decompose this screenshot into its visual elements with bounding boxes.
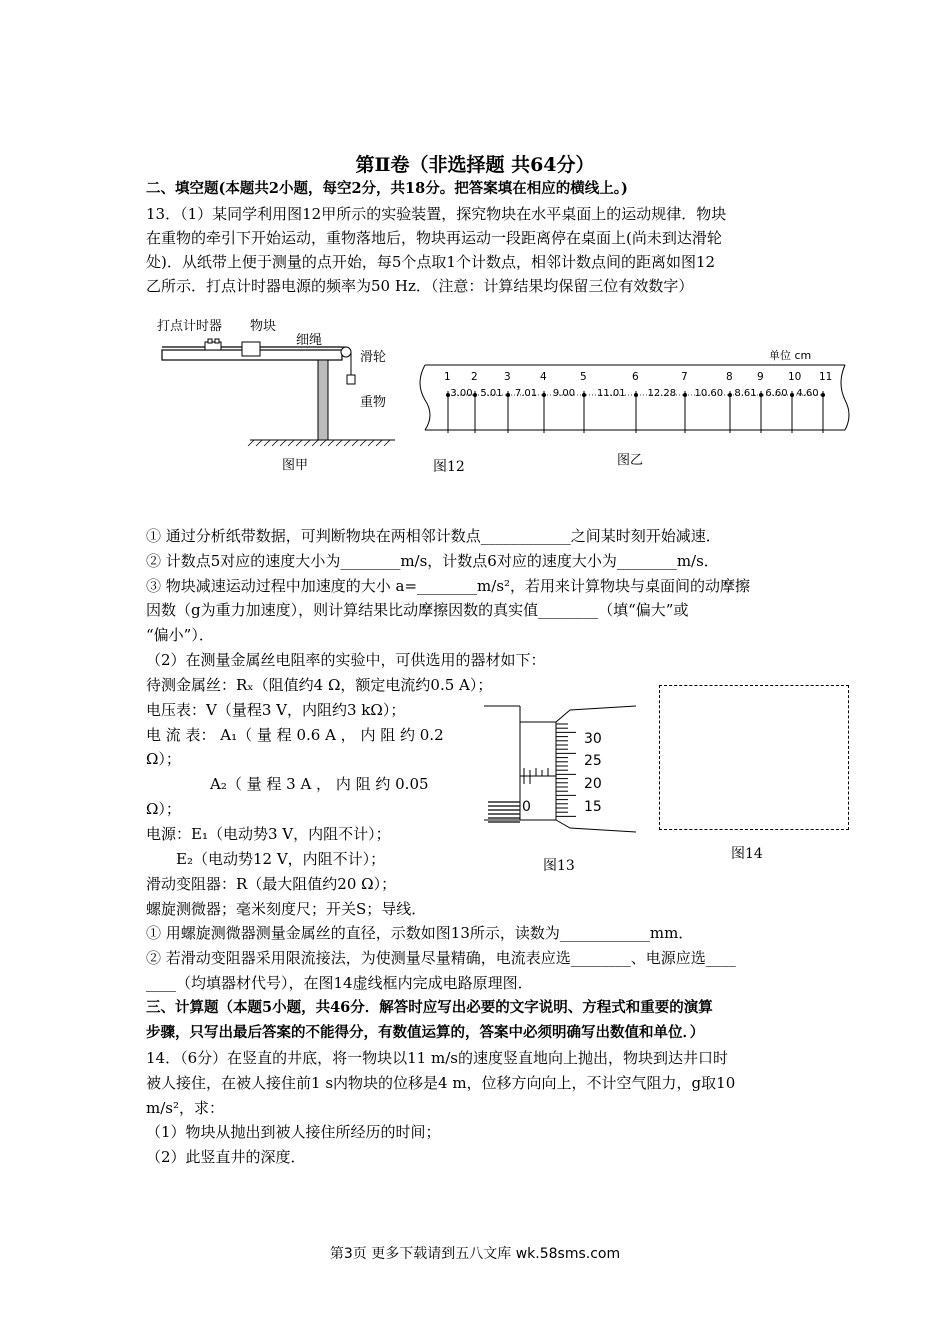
tape-distance-label: 8.61 bbox=[734, 388, 757, 399]
thimble-scale-label: 15 bbox=[584, 799, 602, 815]
q13-tail-2: ② 若滑动变阻器采用限流接法，为使测量尽量精确，电流表应选________、电源应选____ bbox=[146, 949, 736, 967]
part2-line: （2）在测量金属丝电阻率的实验中，可供选用的器材如下： bbox=[146, 651, 546, 669]
thimble-scale-label: 20 bbox=[584, 776, 602, 792]
part2-line: 电压表：V（量程3 V，内阻约3 kΩ）； bbox=[146, 701, 406, 719]
part2-line: 待测金属丝：Rₓ（阻值约4 Ω，额定电流约0.5 A）； bbox=[146, 676, 493, 694]
q13-item-2: ② 计数点5对应的速度大小为________m/s，计数点6对应的速度大小为________m/s． bbox=[146, 552, 719, 570]
tape-distance-label: 5.01 bbox=[480, 388, 503, 399]
tape-point-label: 7 bbox=[681, 371, 688, 383]
label-rope: 细绳 bbox=[296, 333, 323, 348]
q14-line: （2）此竖直井的深度． bbox=[146, 1148, 306, 1166]
unit-label: 单位 cm bbox=[769, 349, 812, 362]
q13-intro-line: 乙所示．打点计时器电源的频率为50 Hz．（注意：计算结果均保留三位有效数字） bbox=[146, 277, 694, 295]
tape-distance-label: 9.00 bbox=[552, 388, 576, 399]
tape-point-label: 11 bbox=[819, 371, 833, 383]
label-figure-jia: 图甲 bbox=[282, 458, 309, 473]
tape-point-label: 5 bbox=[580, 371, 587, 383]
q14-line: m/s²，求： bbox=[146, 1099, 224, 1117]
micrometer-drawing bbox=[484, 700, 644, 840]
figure-14-caption: 图14 bbox=[731, 846, 763, 862]
part2-line: E₂（电动势12 V，内阻不计）； bbox=[176, 850, 386, 868]
part2-line: 螺旋测微器；毫米刻度尺；开关S；导线． bbox=[146, 900, 427, 918]
label-timer: 打点计时器 bbox=[157, 319, 223, 334]
tape-point-label: 6 bbox=[632, 371, 639, 383]
figure-13-caption: 图13 bbox=[543, 858, 575, 874]
part2-line: Ω）； bbox=[146, 750, 181, 768]
tape-distance-label: 12.28 bbox=[647, 388, 677, 399]
part2-line: Ω）； bbox=[146, 800, 181, 818]
tape-distance-label: 6.60 bbox=[765, 388, 788, 399]
page-title: 第Ⅱ卷（非选择题 共64分） bbox=[355, 154, 595, 176]
section-2-heading: 二、填空题(本题共2小题，每空2分，共18分。把答案填在相应的横线上。) bbox=[146, 180, 628, 197]
label-figure-yi: 图乙 bbox=[617, 453, 644, 468]
q13-intro-line: 13．（1）某同学利用图12甲所示的实验装置，探究物块在水平桌面上的运动规律．物块 bbox=[146, 205, 727, 223]
thimble-scale-label: 25 bbox=[584, 753, 602, 769]
page-footer: 第3页 更多下载请到五八文库 wk.58sms.com bbox=[329, 1246, 621, 1262]
tape-point-label: 1 bbox=[444, 371, 451, 383]
tape-point-label: 9 bbox=[757, 371, 764, 383]
tape-distance-label: 10.60 bbox=[694, 388, 724, 399]
tape-point-label: 2 bbox=[471, 371, 478, 383]
q13-intro-line: 在重物的牵引下开始运动，重物落地后，物块再运动一段距离停在桌面上(尚未到达滑轮 bbox=[146, 229, 722, 247]
figure-12-caption: 图12 bbox=[433, 459, 465, 475]
tape-distance-label: 4.60 bbox=[796, 388, 819, 399]
label-block: 物块 bbox=[250, 319, 277, 334]
q13-tail-3: ____（均填器材代号），在图14虚线框内完成电路原理图． bbox=[146, 974, 533, 992]
tape-distance-label: 11.01 bbox=[597, 388, 626, 399]
q14-line: 被人接住，在被人接住前1 s内物块的位移是4 m，位移方向向上，不计空气阻力，g取10 bbox=[146, 1074, 736, 1092]
label-pulley: 滑轮 bbox=[360, 350, 387, 365]
part2-line: 滑动变阻器：R（最大阻值约20 Ω）； bbox=[146, 875, 397, 893]
tape-distance-label: 3.00 bbox=[450, 388, 473, 399]
q14-line: （1）物块从抛出到被人接住所经历的时间； bbox=[146, 1123, 441, 1141]
q13-item-3: ③ 物块减速运动过程中加速度的大小 a=________m/s²，若用来计算物块与桌面间的动摩擦 bbox=[146, 577, 751, 595]
q13-item-3-cont: 因数（g为重力加速度），则计算结果比动摩擦因数的真实值________（填“偏大”或 bbox=[146, 601, 689, 619]
q13-intro-line: 处)．从纸带上便于测量的点开始，每5个点取1个计数点，相邻计数点间的距离如图12 bbox=[146, 253, 716, 271]
q13-item-1: ① 通过分析纸带数据，可判断物块在两相邻计数点____________之间某时刻开始减速． bbox=[146, 527, 721, 545]
figure-14-circuit-box[interactable] bbox=[659, 685, 849, 830]
part2-line: 电 流 表： A₁（ 量 程 0.6 A ， 内 阻 约 0.2 bbox=[146, 726, 444, 744]
section-3-heading-cont: 步骤，只写出最后答案的不能得分，有数值运算的，答案中必须明确写出数值和单位．） bbox=[146, 1024, 705, 1041]
section-3-heading: 三、计算题（本题5小题，共46分．解答时应写出必要的文字说明、方程式和重要的演算 bbox=[146, 999, 713, 1016]
tape-point-label: 4 bbox=[540, 371, 547, 383]
tape-point-label: 10 bbox=[788, 371, 802, 383]
q13-item-3-end: “偏小”）． bbox=[146, 626, 214, 644]
label-weight: 重物 bbox=[360, 395, 387, 410]
part2-line: A₂（ 量 程 3 A ， 内 阻 约 0.05 bbox=[210, 775, 429, 793]
q13-tail-1: ① 用螺旋测微器测量金属丝的直径，示数如图13所示，读数为____________mm． bbox=[146, 924, 694, 942]
tape-point-label: 3 bbox=[504, 371, 511, 383]
tape-point-label: 8 bbox=[726, 371, 733, 383]
micrometer-zero: 0 bbox=[522, 799, 531, 815]
thimble-scale-label: 30 bbox=[584, 731, 602, 747]
q14-line: 14．（6分）在竖直的井底，将一物块以11 m/s的速度竖直地向上抛出，物块到达井口时 bbox=[146, 1049, 728, 1067]
tape-distance-label: 7.01 bbox=[514, 388, 538, 399]
part2-line: 电源：E₁（电动势3 V，内阻不计）； bbox=[146, 825, 391, 843]
